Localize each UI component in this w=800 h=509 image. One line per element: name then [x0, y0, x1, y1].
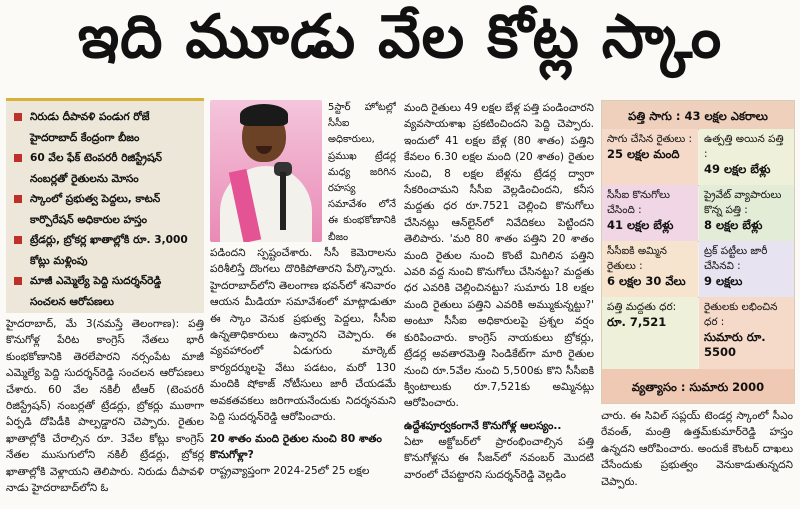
stats-label: ప్రైవేట్ వ్యాపారులు కొన్న పత్తి : — [704, 189, 782, 216]
article-paragraph: 5స్టార్ హోటల్లో సీసీఐ అధికారులు, ప్రముఖ ట్రేడర్ల మధ్య జరిగిన రహస్య సమావేశం లోనే ఈ కుంభకోణానికి బీజం — [328, 102, 396, 243]
cotton-stats-table — [601, 100, 795, 404]
article-paragraph: చారు. ఈ సివిల్ సప్లయ్ టెండర్ల స్కాంలో సీఎం రేవంత్, మంత్రి ఉత్తమ్‌కుమార్‌రెడ్డి హస్తం ఉన్నదని ఆరోపించారు. అందుకే కౌంటర్ దాఖలు చేసేందుకు ప్రభుత్వం వెనుకాడుతున్నదని చెప్పారు. — [601, 410, 793, 488]
article-paragraph: పడిందని స్పష్టంచేశారు. సీసీ కెమెరాలను పరిశీలిస్తే దొంగలు దొరికిపోతారని పేర్కొన్నారు. హైదరాబాద్‌లోని తెలంగాణ భవన్‌లో శనివారం ఆయన మీడియా సమావేశంలో మాట్లాడుతూ ఈ స్కాం వెనుక ప్రభుత్వ పెద్దలు, సీసీఐ ఉన్నతాధికారులు ఉన్నారని చెప్పారు. ఈ వ్యవహారంలో ఏడుగురు మార్కెట్ కార్యదర్శులపై వేటు పడటం, మరో 130 మందికి షోకాజ్ నోటీసులు జారీ చేయడమే అవకతవకలు జరిగాయనేందుకు నిదర్శనమని పెద్ది సుదర్శన్‌రెడ్డి ఆరోపించారు. — [210, 247, 396, 424]
article-paragraph: రాష్ట్రవ్యాప్తంగా 2024-25లో 25 లక్షల — [210, 465, 370, 478]
stats-label: సీసీఐ కొనుగోలు చేసింది : — [607, 189, 670, 216]
stats-label: సీసీఐకి అమ్మిన రైతులు : — [607, 245, 667, 272]
stats-farmers — [602, 129, 698, 185]
stats-value: 9 లక్షలు — [704, 274, 743, 288]
headline: ఇది మూడు వేల కోట్ల స్కాం — [77, 2, 723, 72]
stats-label: ట్రక్ పట్టీలు జారీ చేసినవి : — [704, 245, 768, 272]
stats-truck — [699, 241, 794, 297]
article-paragraph: హైదరాబాద్, మే 3(నమస్తే తెలంగాణ): పత్తి కొనుగోళ్ల పేరిట కాంగ్రెస్ నేతలు భారీ కుంభకోణానికి తెరలేపారని నర్సంపేట మాజీ ఎమ్మెల్యే పెద్ది సుదర్శన్‌రెడ్డి సంచలన ఆరోపణలు చేశారు. 60 వేల నకిలీ టీఆర్ (టెంపరరీ రిజిస్ట్రేషన్) నంబర్లతో ట్రేడర్లు, బ్రోకర్లు ముఠాగా ఏర్పడి దోపిడీకి పాల్పడ్డారని చెప్పారు. రైతుల ఖాతాల్లోకి చేరాల్సిన రూ. 3వేల కోట్లు కాంగ్రెస్ నేతల ముసుగులోని నకిలీ ట్రేడర్లు, బ్రోకర్ల ఖాతాల్లోకి వెళ్లాయని తెలిపారు. నిరుడు దీపావళి నాడు హైదరాబాద్‌లోని ఓ — [6, 318, 204, 495]
stats-label: పత్తి సాగు : — [628, 109, 685, 123]
summary-item — [14, 230, 198, 271]
article-column-2 — [210, 245, 396, 507]
summary-text: 60 వేల ఫేక్ టెంపరరీ రిజిస్ట్రేషన్ నంబర్లతో రైతులను మోసం — [30, 152, 162, 185]
article-column-4 — [601, 408, 793, 507]
stats-value: సుమారు 2000 — [689, 380, 765, 394]
stats-total — [602, 106, 794, 127]
stats-cci — [602, 185, 698, 241]
stats-row-4 — [602, 297, 794, 370]
article-column-3 — [404, 100, 594, 507]
bullet-square-icon — [14, 113, 22, 121]
stats-diff — [602, 377, 794, 398]
summary-item — [14, 148, 198, 189]
stats-value: 6 లక్షల 30 వేలు — [607, 274, 686, 288]
microphone-stand — [280, 172, 286, 230]
bullet-square-icon — [14, 154, 22, 162]
article-paragraph: మంది రైతులు 49 లక్షల బేళ్ల పత్తి పండించారని వ్యవసాయశాఖ ప్రకటించిందని పెద్ది చెప్పారు. ఇందులో 41 లక్షల బేళ్ల (80 శాతం) పత్తిని కేవలం 6.30 లక్షల మంది (20 శాతం) రైతుల నుంచి, 8 లక్షల బేళ్లను ట్రేడర్ల ద్వారా సేకరించామని సీసీఐ వెల్లడించిందని, కనీస మద్దతు ధర రూ.7521 చెల్లించి కొనుగోలు చేసినట్లు ఆన్‌లైన్‌లో నివేదికలు పెట్టిందని తెలిపారు. 'మరి 80 శాతం పత్తిని 20 శాతం మంది రైతుల నుంచి కొంటే మిగిలిన పత్తిని ఎవరి వద్ద నుంచి కొనుగోలు చేసినట్టు? మద్దతు ధర ఎవరికి చెల్లించినట్టు? సుమారు 18 లక్షల మంది రైతులు పత్తిని ఎవరికి అమ్ముకున్నట్టు?' అంటూ సీసీఐ అధికారులపై ప్రశ్నల వర్షం కురిపించారు. కాంగ్రెస్ నాయకులు బ్రోకర్లు, ట్రేడర్ల అవతారమెత్తి సిండికేట్‌గా మారి రైతుల నుంచి రూ.5వేల నుంచి 5,500కు కొని సీసీఐకి క్వింటాలుకు రూ.7,521కు అమ్మినట్లు ఆరోపించారు. — [404, 102, 594, 410]
bullet-square-icon — [14, 277, 22, 285]
photo-hair — [240, 104, 288, 126]
stats-value: 49 లక్షల బేళ్లు — [704, 162, 771, 176]
summary-text: మాజీ ఎమ్మెల్యే పెద్ది సుదర్శన్‌రెడ్డి సంచలన ఆరోపణలు — [30, 275, 162, 308]
stats-label: పత్తి మద్దతు ధర: — [607, 301, 677, 313]
stats-value: 25 లక్షల మంది — [607, 147, 680, 161]
bullet-square-icon — [14, 195, 22, 203]
article-subhead: 20 శాతం మంది రైతుల నుంచి 80 శాతం కొనుగోళ్లా? — [210, 433, 382, 462]
stats-value: సుమారు రూ. 5500 — [704, 330, 766, 359]
stats-private — [699, 185, 794, 241]
stats-label: ఉత్పత్తి అయిన పత్తి : — [704, 133, 784, 160]
stats-value: 43 లక్షల ఎకరాలు — [684, 109, 768, 123]
stats-value: 8 లక్షల బేళ్లు — [704, 218, 763, 232]
summary-text: స్కాంలో ప్రభుత్వ పెద్దలు, కాటన్ కార్పొరేషన్ అధికారుల హస్తం — [30, 193, 161, 226]
summary-list — [6, 107, 204, 312]
article-subhead: ఉద్దేశపూర్వకంగానే కొనుగోళ్ల ఆలస్యం.. — [404, 419, 562, 432]
stats-label: సాగు చేసిన రైతులు : — [607, 133, 693, 145]
stats-row-total — [602, 101, 794, 130]
stats-value: 41 లక్షల బేళ్లు — [607, 218, 674, 232]
summary-item — [14, 107, 198, 148]
stats-value: రూ. 7,521 — [607, 315, 667, 329]
stats-row-1 — [602, 129, 794, 186]
stats-row-3 — [602, 241, 794, 298]
stats-sold-cci — [602, 241, 698, 297]
summary-box — [6, 98, 204, 313]
stats-received — [699, 297, 794, 369]
stats-msp — [602, 297, 698, 369]
article-paragraph: ఏటా అక్టోబర్‌లో ప్రారంభించాల్సిన పత్తి కొనుగోళ్లను ఈ సీజన్‌లో నవంబర్ మొదటి వారంలో చేపట్టారని సుదర్శన్‌రెడ్డి వెల్లడిం — [404, 435, 594, 481]
summary-text: ట్రేడర్లు, బ్రోకర్ల ఖాతాల్లోకి రూ. 3,000 కోట్లు మళ్లింపు — [30, 234, 188, 267]
bullet-square-icon — [14, 236, 22, 244]
summary-text: నిరుడు దీపావళి పండుగ రోజే హైదరాబాద్ కేంద్రంగా బీజం — [30, 111, 150, 144]
stats-label: వ్యత్యాసం : — [631, 380, 690, 394]
stats-label: రైతులకు లభించిన ధర : — [704, 301, 778, 328]
summary-item — [14, 271, 198, 312]
article-column-2-side — [328, 100, 396, 244]
article-column-1 — [6, 316, 204, 506]
summary-item — [14, 189, 198, 230]
stats-row-2 — [602, 185, 794, 242]
stats-production — [699, 129, 794, 185]
stats-row-diff — [602, 369, 794, 403]
speaker-photo — [210, 100, 322, 242]
